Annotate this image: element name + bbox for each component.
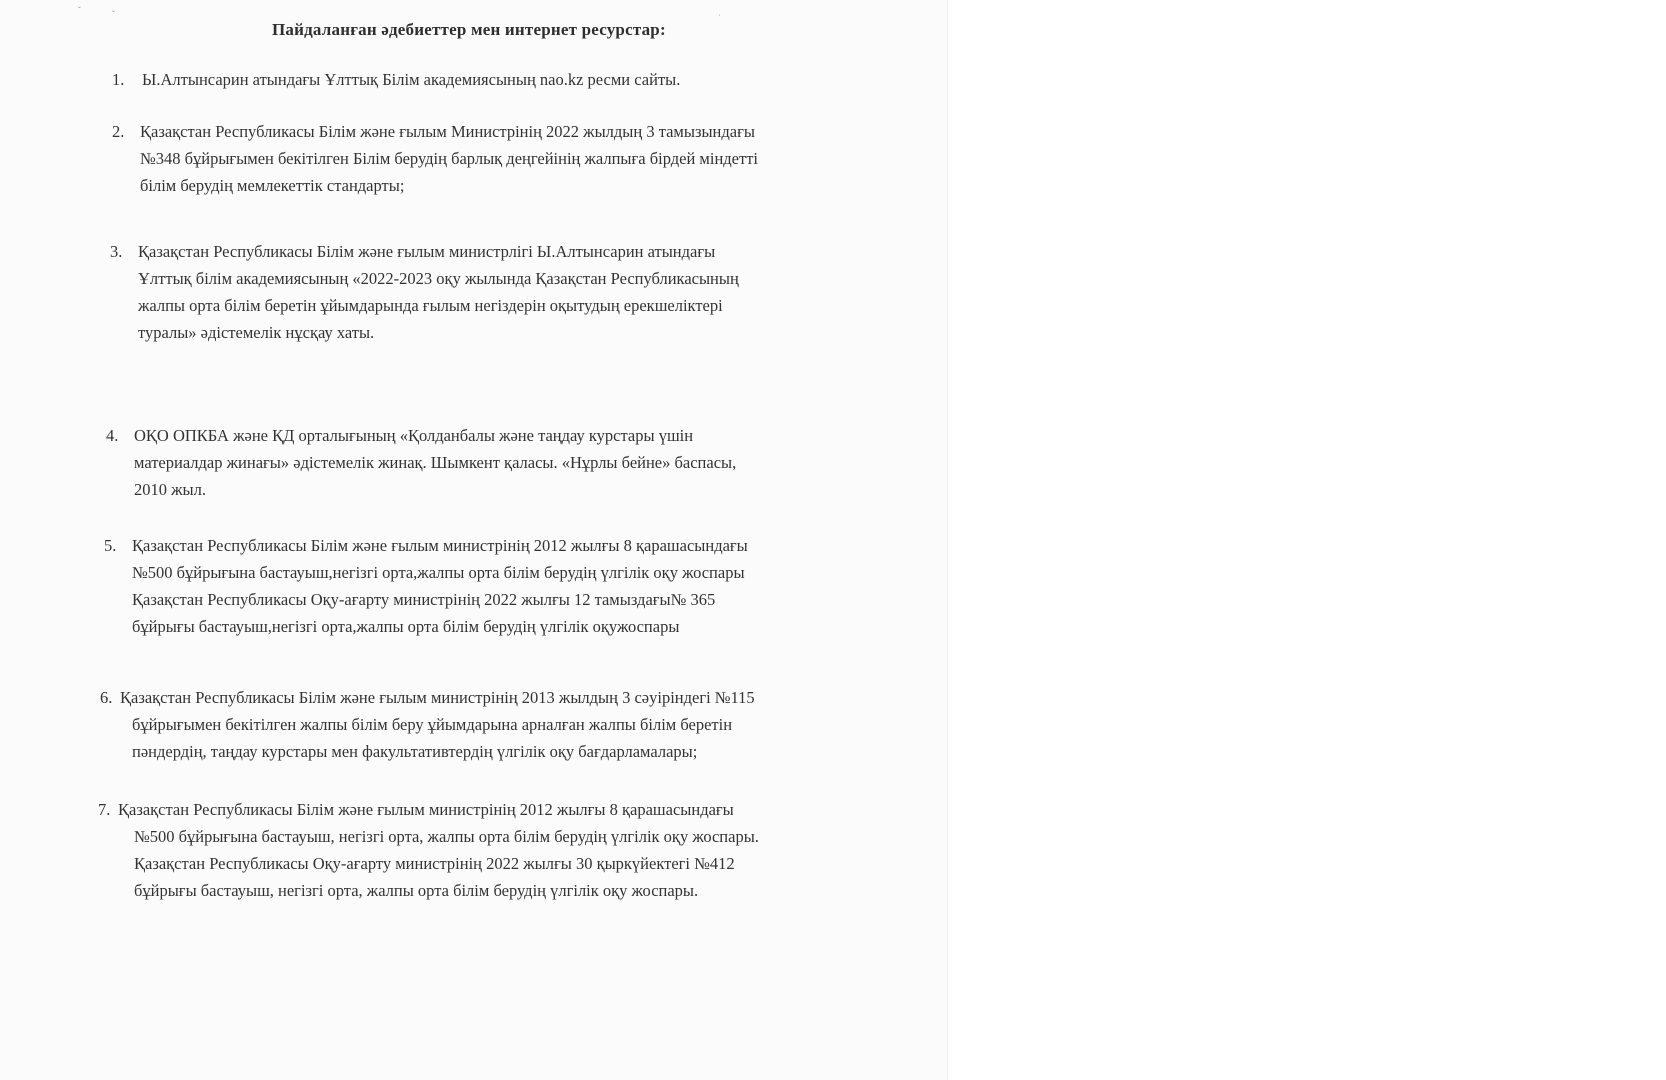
reference-item-1 <box>112 66 680 93</box>
reference-line: Қазақстан Республикасы Білім және ғылым министрінің 2013 жылдың 3 сәуіріндегі №115 <box>120 688 755 707</box>
reference-item-7 <box>98 796 759 904</box>
reference-line: №500 бұйрығына бастауыш,негізгі орта,жалпы орта білім берудің үлгілік оқу жоспары <box>132 563 745 582</box>
reference-number: 2. <box>112 122 125 141</box>
reference-line: Ұлттық білім академиясының «2022-2023 оқу жылында Қазақстан Республикасының <box>138 269 739 288</box>
reference-number: 6. <box>100 688 113 707</box>
reference-item-3 <box>110 238 739 346</box>
reference-line: Қазақстан Республикасы Білім және ғылым министрінің 2012 жылғы 8 қарашасындағы <box>132 536 748 555</box>
reference-item-4 <box>106 422 736 503</box>
reference-line: Ы.Алтынсарин атындағы Ұлттық Білім академиясының nao.kz ресми сайты. <box>142 70 681 89</box>
reference-line: Қазақстан Республикасы Білім және ғылым Министрінің 2022 жылдың 3 тамызындағы <box>140 122 755 141</box>
reference-line: бұйрығы бастауыш, негізгі орта, жалпы орта білім берудің үлгілік оқу жоспары. <box>134 881 699 900</box>
reference-line: бұйрығымен бекітілген жалпы білім беру ұйымдарына арналған жалпы білім беретін <box>132 715 733 734</box>
reference-number: 7. <box>98 800 111 819</box>
reference-line: материалдар жинағы» әдістемелік жинақ. Шымкент қаласы. «Нұрлы бейне» баспасы, <box>134 453 737 472</box>
reference-line: Қазақстан Республикасы Білім және ғылым министрлігі Ы.Алтынсарин атындағы <box>138 242 716 261</box>
reference-item-2 <box>112 118 758 199</box>
scan-speck: ˙ <box>718 13 721 23</box>
scan-speck: ˇ <box>112 9 115 19</box>
reference-number: 1. <box>112 70 125 89</box>
reference-number: 4. <box>106 426 119 445</box>
scan-speck: ˇ <box>78 5 81 15</box>
reference-line: пәндердің, таңдау курстары мен факультативтердің үлгілік оқу бағдарламалары; <box>132 742 698 761</box>
reference-line: Қазақстан Республикасы Білім және ғылым министрінің 2012 жылғы 8 қарашасындағы <box>118 800 734 819</box>
reference-line: Қазақстан Республикасы Оқу-ағарту министрінің 2022 жылғы 30 қыркүйектегі №412 <box>134 854 735 873</box>
reference-line: ОҚО ОПКБА және ҚД орталығының «Қолданбалы және таңдау курстары үшін <box>134 426 694 445</box>
reference-item-6 <box>100 684 755 765</box>
reference-line: Қазақстан Республикасы Оқу-ағарту министрінің 2022 жылғы 12 тамыздағы№ 365 <box>132 590 716 609</box>
reference-item-5 <box>104 532 748 640</box>
reference-number: 5. <box>104 536 117 555</box>
reference-line: 2010 жыл. <box>134 480 206 499</box>
reference-line: жалпы орта білім беретін ұйымдарында ғылым негіздерін оқытудың ерекшеліктері <box>138 296 723 315</box>
reference-line: №348 бұйрығымен бекітілген Білім берудің барлық деңгейінің жалпыға бірдей міндетті <box>140 149 759 168</box>
reference-line: №500 бұйрығына бастауыш, негізгі орта, жалпы орта білім берудің үлгілік оқу жоспары. <box>134 827 759 846</box>
reference-line: бұйрығы бастауыш,негізгі орта,жалпы орта білім берудің үлгілік оқужоспары <box>132 617 680 636</box>
reference-line: білім берудің мемлекеттік стандарты; <box>140 176 405 195</box>
reference-number: 3. <box>110 242 123 261</box>
page-title: Пайдаланған әдебиеттер мен интернет ресурстар: <box>272 20 666 39</box>
reference-line: туралы» әдістемелік нұсқау хаты. <box>138 323 375 342</box>
